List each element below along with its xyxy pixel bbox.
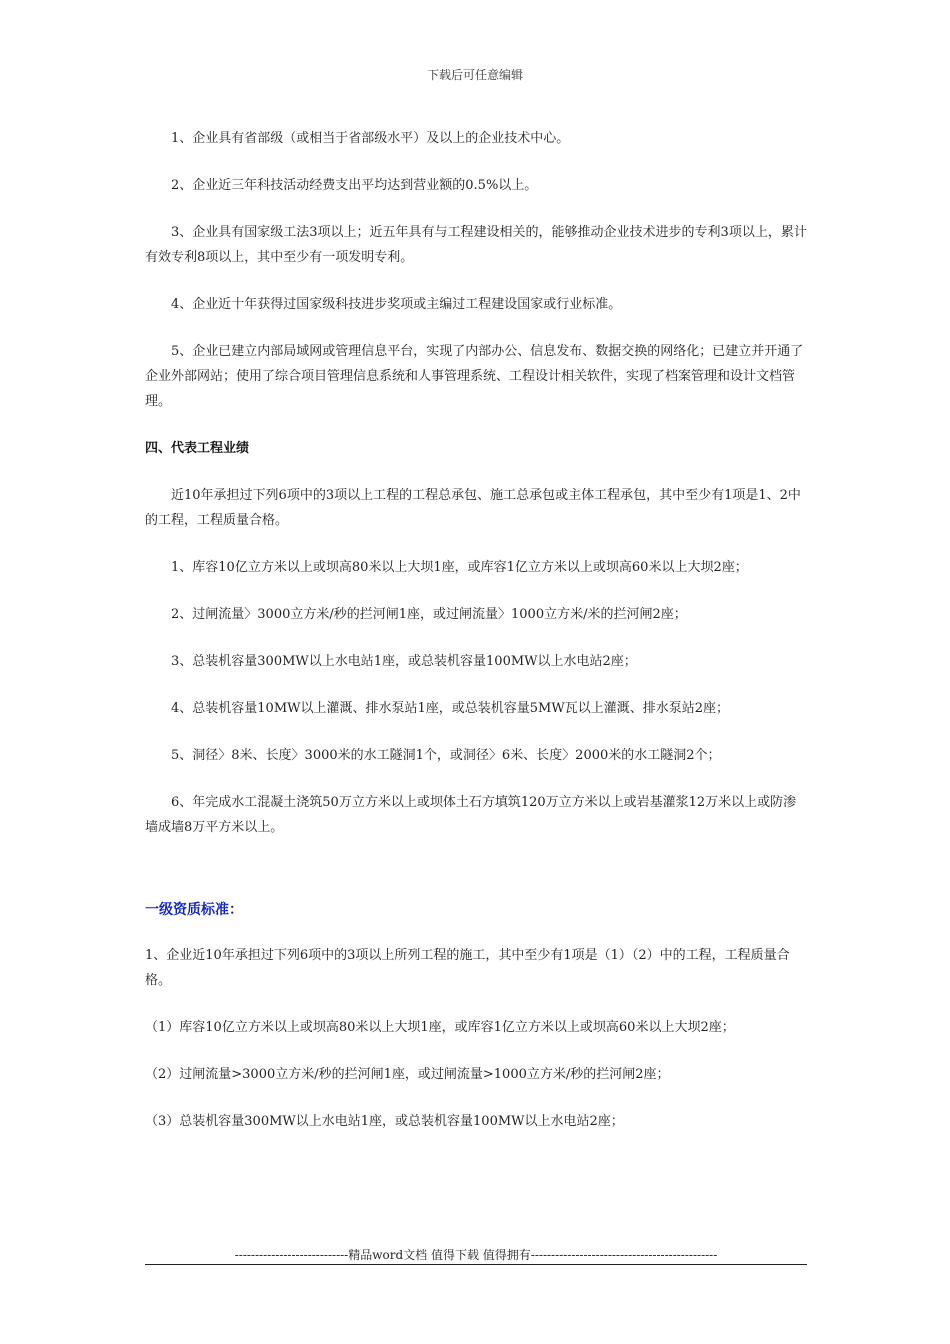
paragraph-3: 3、企业具有国家级工法3项以上；近五年具有与工程建设相关的，能够推动企业技术进步的专利3项以上，累计有效专利8项以上，其中至少有一项发明专利。 (145, 225, 807, 265)
section-intro: 近10年承担过下列6项中的3项以上工程的工程总承包、施工总承包或主体工程承包，其中至少有1项是1、2中的工程，工程质量合格。 (145, 488, 801, 528)
performance-item: 1、库容10亿立方米以上或坝高80米以上大坝1座，或库容1亿立方米以上或坝高60米以上大坝2座； (171, 560, 748, 575)
grade1-heading: 一级资质标准： (145, 902, 243, 918)
performance-item: 6、年完成水工混凝土浇筑50万立方米以上或坝体土石方填筑120万立方米以上或岩基灌浆12万米以上或防渗墙成墙8万平方米以上。 (145, 795, 797, 835)
paragraph-1: 1、企业具有省部级（或相当于省部级水平）及以上的企业技术中心。 (171, 131, 570, 146)
grade1-intro: 1、企业近10年承担过下列6项中的3项以上所列工程的施工，其中至少有1项是（1）（2）中的工程，工程质量合格。 (145, 948, 790, 988)
performance-item: 3、总装机容量300MW以上水电站1座，或总装机容量100MW以上水电站2座； (171, 654, 637, 669)
performance-item: 5、洞径〉8米、长度〉3000米的水工隧洞1个，或洞径〉6米、长度〉2000米的水工隧洞2个； (171, 748, 721, 763)
section-heading-performance: 四、代表工程业绩 (145, 441, 250, 456)
footer-divider (145, 1264, 807, 1265)
grade1-item: （2）过闸流量>3000立方米/秒的拦河闸1座，或过闸流量>1000立方米/秒的拦河闸2座； (145, 1067, 670, 1082)
paragraph-4: 4、企业近十年获得过国家级科技进步奖项或主编过工程建设国家或行业标准。 (171, 297, 622, 312)
performance-item: 2、过闸流量〉3000立方米/秒的拦河闸1座，或过闸流量〉1000立方米/米的拦河闸2座； (171, 607, 687, 622)
performance-item: 4、总装机容量10MW以上灌溉、排水泵站1座，或总装机容量5MW瓦以上灌溉、排水泵站2座； (171, 701, 729, 716)
paragraph-2: 2、企业近三年科技活动经费支出平均达到营业额的0.5%以上。 (171, 178, 538, 193)
grade1-item: （3）总装机容量300MW以上水电站1座，或总装机容量100MW以上水电站2座； (145, 1114, 624, 1129)
section-spacer (145, 862, 807, 898)
grade1-item: （1）库容10亿立方米以上或坝高80米以上大坝1座，或库容1亿立方米以上或坝高60米以上大坝2座； (145, 1020, 735, 1035)
paragraph-5: 5、企业已建立内部局域网或管理信息平台，实现了内部办公、信息发布、数据交换的网络化；已建立并开通了企业外部网站；使用了综合项目管理信息系统和人事管理系统、工程设计相关软件，实现了档案管理和设计文档管理。 (145, 344, 804, 409)
document-body (145, 126, 807, 1156)
page-footer: ----------------------------精品word文档 值得下载 值得拥有---------------------------------------------- (234, 1248, 718, 1262)
page-header: 下载后可任意编辑 (426, 68, 523, 82)
